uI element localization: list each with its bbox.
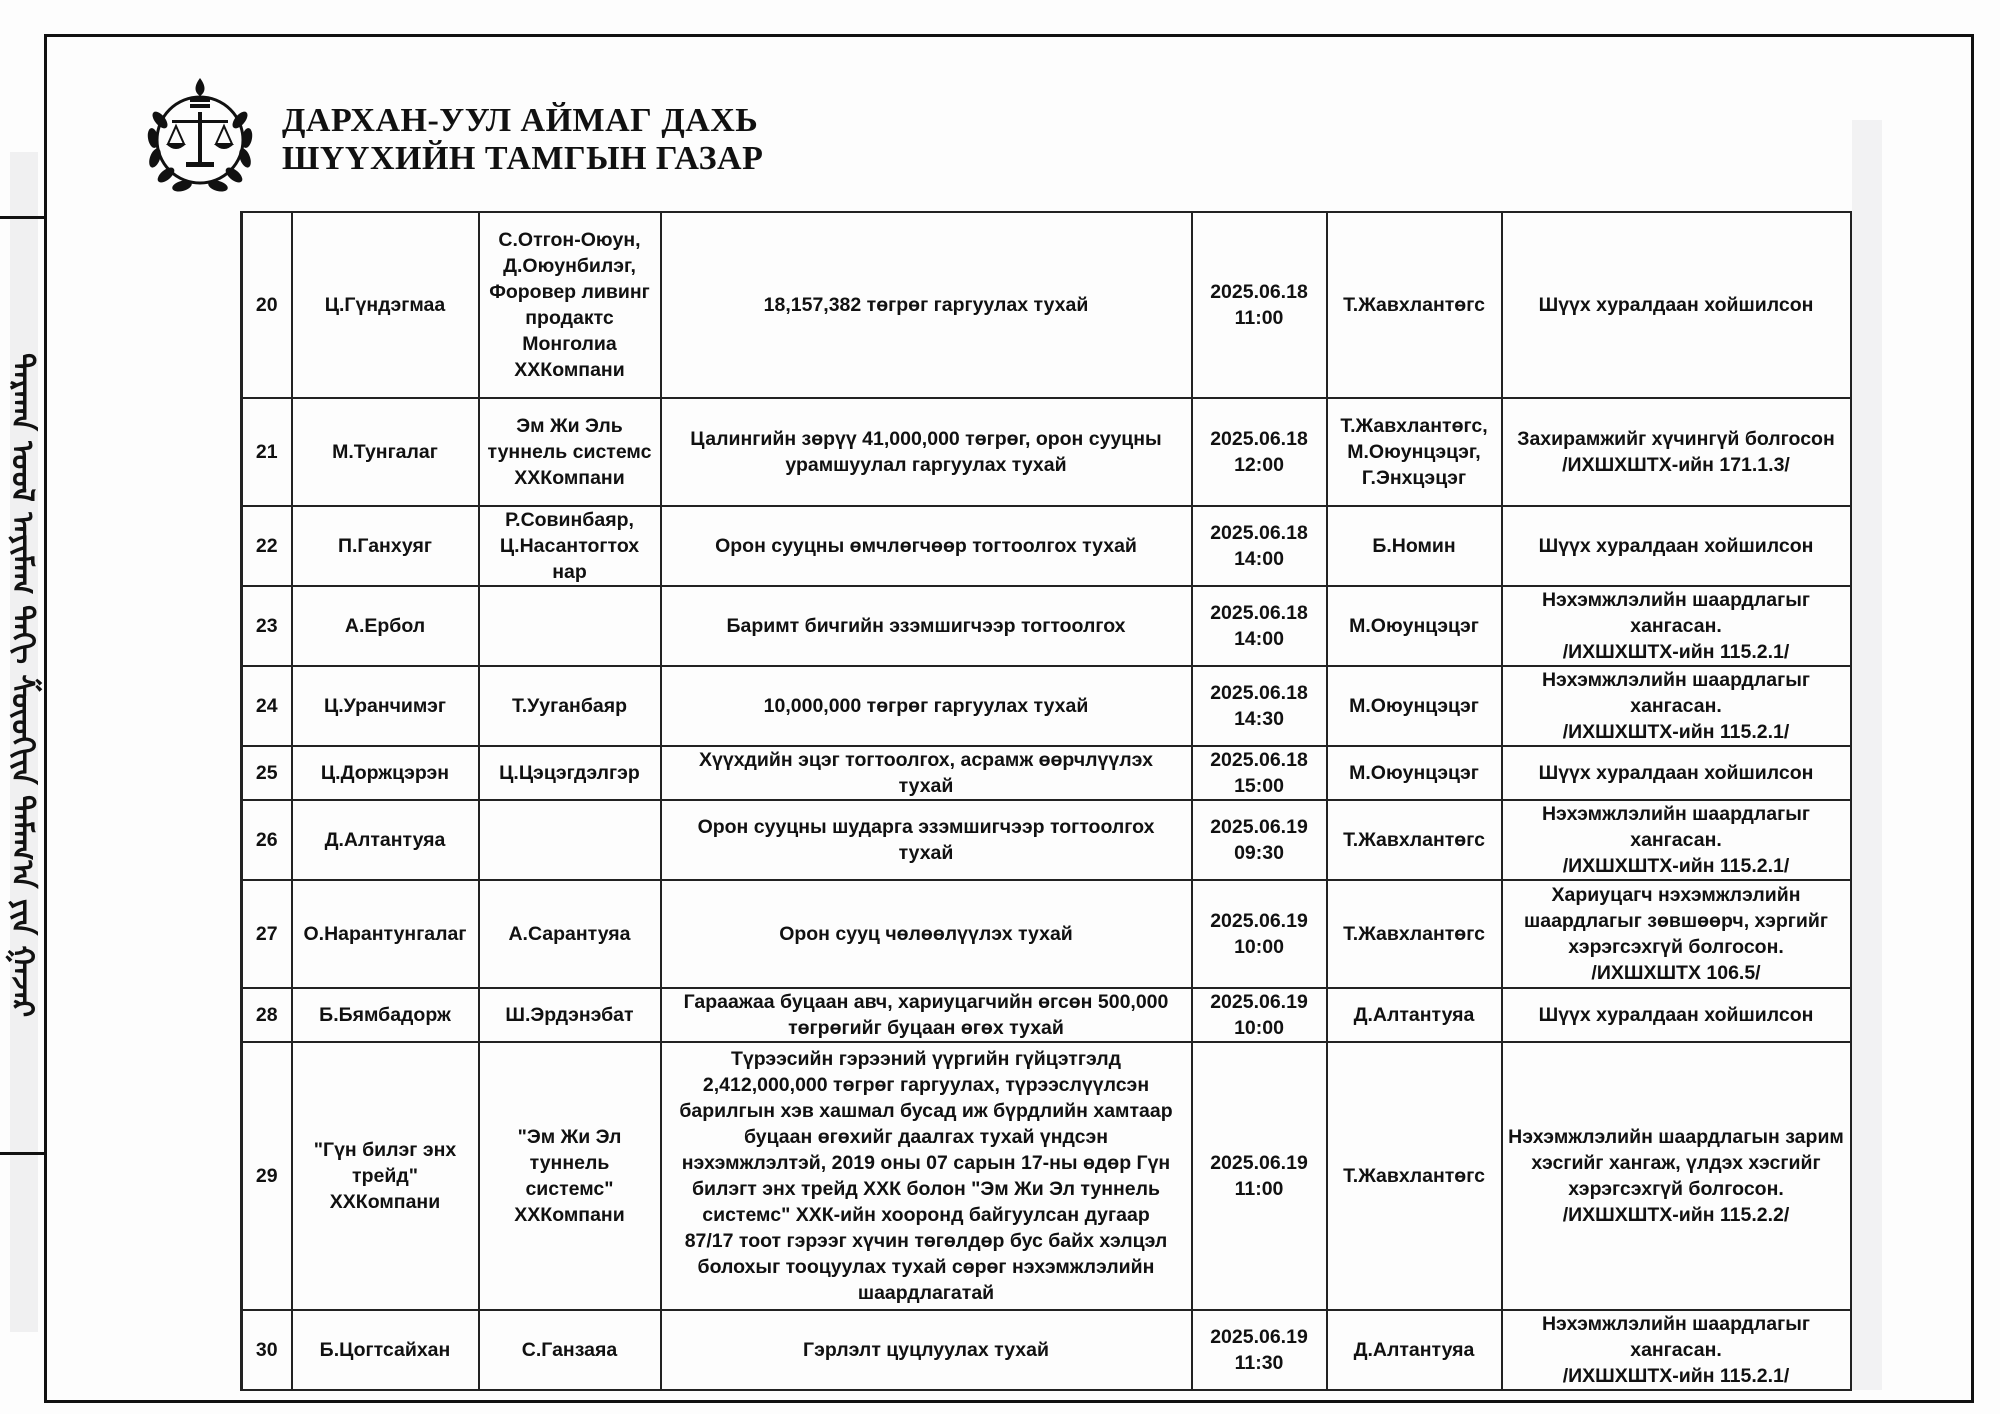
hearing-datetime-cell bbox=[1192, 586, 1327, 666]
hearing-datetime-line: 2025.06.18 bbox=[1210, 522, 1308, 544]
judge-cell bbox=[1327, 506, 1502, 586]
table-body bbox=[242, 212, 1851, 1390]
case-number-cell bbox=[242, 586, 292, 666]
claim-line: төгрөгийг буцаан өгөх тухай bbox=[788, 1017, 1064, 1039]
result-line: хангасан. bbox=[1630, 829, 1722, 851]
defendant-cell bbox=[479, 212, 661, 398]
result-line: Нэхэмжлэлийн шаардлагыг bbox=[1541, 803, 1811, 825]
case-number-cell bbox=[242, 398, 292, 506]
case-number-line: 20 bbox=[255, 294, 278, 316]
defendant-line: Форовер ливинг bbox=[489, 281, 650, 303]
hearing-datetime-cell bbox=[1192, 212, 1327, 398]
hearing-datetime-line: 2025.06.19 bbox=[1210, 1326, 1308, 1348]
plaintiff-line: П.Ганхуяг bbox=[337, 535, 433, 557]
defendant-line: "Эм Жи Эл bbox=[517, 1126, 622, 1148]
plaintiff-line: А.Ербол bbox=[344, 615, 426, 637]
result-line: /ИХШХШТХ 106.5/ bbox=[1591, 962, 1761, 984]
defendant-cell bbox=[479, 666, 661, 746]
result-cell bbox=[1502, 506, 1851, 586]
claim-line: Орон сууцны шударга эзэмшигчээр тогтоолгох bbox=[697, 816, 1155, 838]
result-cell bbox=[1502, 212, 1851, 398]
hearing-datetime-line: 2025.06.19 bbox=[1210, 1152, 1308, 1174]
hearing-datetime-line: 14:00 bbox=[1234, 628, 1284, 650]
claim-cell bbox=[661, 212, 1192, 398]
result-line: Нэхэмжлэлийн шаардлагыг bbox=[1541, 589, 1811, 611]
claim-line: Хүүхдийн эцэг тогтоолгох, асрамж өөрчлүүлэх bbox=[699, 749, 1153, 771]
claim-cell bbox=[661, 666, 1192, 746]
claim-line: нэхэмжлэлтэй, 2019 оны 07 сарын 17-ны өдөр Гүн bbox=[681, 1152, 1171, 1174]
claim-cell bbox=[661, 800, 1192, 880]
judge-line: Т.Жавхлантөгс bbox=[1343, 923, 1485, 945]
plaintiff-cell bbox=[292, 506, 479, 586]
claim-cell bbox=[661, 988, 1192, 1042]
hearing-datetime-cell bbox=[1192, 988, 1327, 1042]
judge-cell bbox=[1327, 398, 1502, 506]
case-number-line: 28 bbox=[255, 1004, 278, 1026]
result-cell bbox=[1502, 666, 1851, 746]
hearing-datetime-line: 2025.06.18 bbox=[1210, 428, 1308, 450]
result-line: Нэхэмжлэлийн шаардлагыг bbox=[1541, 1313, 1811, 1335]
table-row bbox=[242, 1310, 1851, 1390]
claim-line: урамшуулал гаргуулах тухай bbox=[785, 454, 1067, 476]
case-number-line: 24 bbox=[255, 695, 278, 717]
plaintiff-cell bbox=[292, 988, 479, 1042]
judge-line: Т.Жавхлантөгс, bbox=[1340, 415, 1488, 437]
plaintiff-line: "Гүн билэг энх bbox=[313, 1139, 457, 1161]
defendant-line: Ш.Эрдэнэбат bbox=[505, 1004, 634, 1026]
defendant-cell bbox=[479, 880, 661, 988]
judge-line: М.Оюунцэцэг, bbox=[1347, 441, 1481, 463]
hearing-datetime-line: 15:00 bbox=[1234, 775, 1284, 797]
judge-line: Б.Номин bbox=[1372, 535, 1456, 557]
judge-cell bbox=[1327, 880, 1502, 988]
result-line: хэсгийг хангаж, үлдэх хэсгийг bbox=[1531, 1152, 1821, 1174]
table-row bbox=[242, 506, 1851, 586]
claim-line: билэгт энх трейд ХХК болон "Эм Жи Эл туннель bbox=[691, 1178, 1161, 1200]
hearing-datetime-cell bbox=[1192, 506, 1327, 586]
hearing-datetime-line: 2025.06.19 bbox=[1210, 816, 1308, 838]
table-row bbox=[242, 800, 1851, 880]
hearing-datetime-line: 14:30 bbox=[1234, 708, 1284, 730]
plaintiff-cell bbox=[292, 212, 479, 398]
claim-line: Гараажаа буцаан авч, хариуцагчийн өгсөн 500,000 bbox=[683, 991, 1169, 1013]
case-number-cell bbox=[242, 1310, 292, 1390]
hearing-datetime-cell bbox=[1192, 880, 1327, 988]
hearing-datetime-cell bbox=[1192, 1310, 1327, 1390]
judge-cell bbox=[1327, 1310, 1502, 1390]
judge-line: М.Оюунцэцэг bbox=[1349, 695, 1479, 717]
claim-line: системс" ХХК-ийн хооронд байгуулсан дугаар bbox=[702, 1204, 1150, 1226]
plaintiff-cell bbox=[292, 398, 479, 506]
table-row bbox=[242, 666, 1851, 746]
claim-cell bbox=[661, 506, 1192, 586]
hearing-datetime-line: 10:00 bbox=[1234, 936, 1284, 958]
case-number-line: 29 bbox=[255, 1165, 278, 1187]
table-row bbox=[242, 398, 1851, 506]
result-line: Нэхэмжлэлийн шаардлагыг bbox=[1541, 669, 1811, 691]
hearing-datetime-line: 2025.06.18 bbox=[1210, 281, 1308, 303]
result-line: Шүүх хуралдаан хойшилсон bbox=[1538, 1004, 1814, 1026]
judge-cell bbox=[1327, 746, 1502, 800]
judge-cell bbox=[1327, 586, 1502, 666]
plaintiff-cell bbox=[292, 586, 479, 666]
judge-line: Д.Алтантуяа bbox=[1353, 1339, 1475, 1361]
claim-line: Цалингийн зөрүү 41,000,000 төгрөг, орон сууцны bbox=[690, 428, 1162, 450]
defendant-line: Ц.Насантогтох bbox=[499, 535, 640, 557]
hearing-datetime-cell bbox=[1192, 800, 1327, 880]
header-title-line2: ШҮҮХИЙН ТАМГЫН ГАЗАР bbox=[282, 140, 764, 177]
result-line: хэрэгсэхгүй болгосон. bbox=[1568, 1178, 1784, 1200]
table-row bbox=[242, 880, 1851, 988]
plaintiff-cell bbox=[292, 666, 479, 746]
case-number-cell bbox=[242, 1042, 292, 1310]
defendant-cell bbox=[479, 746, 661, 800]
judge-line: М.Оюунцэцэг bbox=[1349, 615, 1479, 637]
plaintiff-line: Ц.Гүндэгмаа bbox=[324, 294, 446, 316]
case-number-line: 22 bbox=[255, 535, 278, 557]
result-line: /ИХШХШТХ-ийн 171.1.3/ bbox=[1562, 454, 1790, 476]
header-title-line1: ДАРХАН-УУЛ АЙМАГ ДАХЬ bbox=[282, 102, 759, 139]
claim-line: буцаан өгөхийг даалгах тухай үндсэн bbox=[743, 1126, 1109, 1148]
plaintiff-line: трейд" bbox=[352, 1165, 418, 1187]
defendant-line: системс" bbox=[525, 1178, 614, 1200]
claim-line: 18,157,382 төгрөг гаргуулах тухай bbox=[763, 294, 1089, 316]
defendant-line: Р.Совинбаяр, bbox=[505, 509, 634, 531]
result-cell bbox=[1502, 586, 1851, 666]
hearing-datetime-line: 2025.06.19 bbox=[1210, 991, 1308, 1013]
result-line: Шүүх хуралдаан хойшилсон bbox=[1538, 762, 1814, 784]
defendant-cell bbox=[479, 1310, 661, 1390]
table-row bbox=[242, 988, 1851, 1042]
hearing-datetime-line: 2025.06.18 bbox=[1210, 602, 1308, 624]
defendant-line: А.Сарантуяа bbox=[508, 923, 631, 945]
result-line: хангасан. bbox=[1630, 1339, 1722, 1361]
defendant-cell bbox=[479, 988, 661, 1042]
plaintiff-line: О.Нарантунгалаг bbox=[303, 923, 467, 945]
result-cell bbox=[1502, 1042, 1851, 1310]
defendant-line: туннель bbox=[529, 1152, 610, 1174]
claim-cell bbox=[661, 746, 1192, 800]
hearing-datetime-line: 11:30 bbox=[1234, 1352, 1284, 1374]
result-cell bbox=[1502, 988, 1851, 1042]
judge-cell bbox=[1327, 988, 1502, 1042]
hearing-datetime-line: 2025.06.19 bbox=[1210, 910, 1308, 932]
result-line: /ИХШХШТХ-ийн 115.2.1/ bbox=[1562, 641, 1790, 663]
claim-cell bbox=[661, 1042, 1192, 1310]
case-number-line: 21 bbox=[255, 441, 278, 463]
case-number-line: 26 bbox=[255, 829, 278, 851]
judge-cell bbox=[1327, 800, 1502, 880]
result-cell bbox=[1502, 398, 1851, 506]
judge-line: М.Оюунцэцэг bbox=[1349, 762, 1479, 784]
table-row bbox=[242, 586, 1851, 666]
case-number-line: 30 bbox=[255, 1339, 278, 1361]
plaintiff-line: Б.Цогтсайхан bbox=[319, 1339, 451, 1361]
plaintiff-line: М.Тунгалаг bbox=[332, 441, 438, 463]
result-line: Шүүх хуралдаан хойшилсон bbox=[1538, 535, 1814, 557]
defendant-cell bbox=[479, 1042, 661, 1310]
plaintiff-line: Ц.Уранчимэг bbox=[324, 695, 446, 717]
claim-cell bbox=[661, 880, 1192, 988]
plaintiff-cell bbox=[292, 880, 479, 988]
result-line: хангасан. bbox=[1630, 695, 1722, 717]
hearing-datetime-cell bbox=[1192, 666, 1327, 746]
defendant-cell bbox=[479, 506, 661, 586]
defendant-cell bbox=[479, 800, 661, 880]
header-title bbox=[282, 102, 763, 178]
plaintiff-line: Б.Бямбадорж bbox=[319, 1004, 451, 1026]
table-row bbox=[242, 1042, 1851, 1310]
result-line: /ИХШХШТХ-ийн 115.2.2/ bbox=[1562, 1204, 1790, 1226]
result-line: хэрэгсэхгүй болгосон. bbox=[1568, 936, 1784, 958]
result-line: Хариуцагч нэхэмжлэлийн bbox=[1551, 884, 1801, 906]
defendant-line: Т.Ууганбаяр bbox=[511, 695, 628, 717]
defendant-line: Эм Жи Эль bbox=[516, 415, 623, 437]
claim-line: болохыг тооцуулах тухай сөрөг нэхэмжлэлийн bbox=[697, 1256, 1155, 1278]
case-number-line: 23 bbox=[255, 615, 278, 637]
case-number-cell bbox=[242, 666, 292, 746]
defendant-line: туннель системс bbox=[487, 441, 652, 463]
judge-line: Т.Жавхлантөгс bbox=[1343, 829, 1485, 851]
claim-line: тухай bbox=[898, 842, 954, 864]
hearing-datetime-cell bbox=[1192, 1042, 1327, 1310]
table-row bbox=[242, 746, 1851, 800]
defendant-cell bbox=[479, 586, 661, 666]
claim-line: Орон сууцны өмчлөгчөөр тогтоолгох тухай bbox=[715, 535, 1137, 557]
mongolian-script-label: ᠳᠠᠷᠬᠠᠨ ᠤᠤᠯ ᠠᠶᠢᠮᠠᠭ ᠳᠠᠬᠢ ᠱᠦᠦᠬᠢᠢᠨ ᠲᠠᠮᠠᠭ᠎ᠠ ᠶᠢᠨ ᠭᠠᠵᠠᠷ bbox=[4, 353, 40, 1018]
claim-cell bbox=[661, 1310, 1192, 1390]
judge-cell bbox=[1327, 1042, 1502, 1310]
case-number-cell bbox=[242, 800, 292, 880]
hearing-datetime-line: 10:00 bbox=[1234, 1017, 1284, 1039]
judge-line: Т.Жавхлантөгс bbox=[1343, 1165, 1485, 1187]
claim-line: барилгын хэв хашмал бусад иж бүрдлийн хамтаар bbox=[679, 1100, 1173, 1122]
defendant-line: Монголиа bbox=[522, 333, 617, 355]
case-number-line: 25 bbox=[255, 762, 278, 784]
claim-line: шаардлагатай bbox=[857, 1282, 995, 1304]
judge-cell bbox=[1327, 666, 1502, 746]
case-number-line: 27 bbox=[255, 923, 278, 945]
plaintiff-line: Д.Алтантуяа bbox=[324, 829, 446, 851]
claim-cell bbox=[661, 398, 1192, 506]
plaintiff-line: Ц.Доржцэрэн bbox=[320, 762, 450, 784]
claim-line: Баримт бичгийн эзэмшигчээр тогтоолгох bbox=[726, 615, 1126, 637]
hearing-datetime-line: 2025.06.18 bbox=[1210, 749, 1308, 771]
result-line: Захирамжийг хүчингүй болгосон bbox=[1517, 428, 1835, 450]
result-line: Шүүх хуралдаан хойшилсон bbox=[1538, 294, 1814, 316]
judge-cell bbox=[1327, 212, 1502, 398]
result-cell bbox=[1502, 746, 1851, 800]
result-cell bbox=[1502, 1310, 1851, 1390]
plaintiff-cell bbox=[292, 1042, 479, 1310]
defendant-line: продактс bbox=[525, 307, 614, 329]
result-line: шаардлагыг зөвшөөрч, хэргийг bbox=[1523, 910, 1829, 932]
hearing-datetime-line: 12:00 bbox=[1234, 454, 1284, 476]
claim-line: Орон сууц чөлөөлүүлэх тухай bbox=[779, 923, 1073, 945]
table-row bbox=[242, 212, 1851, 398]
defendant-line: нар bbox=[552, 561, 587, 583]
hearing-datetime-cell bbox=[1192, 746, 1327, 800]
judge-line: Т.Жавхлантөгс bbox=[1343, 294, 1485, 316]
plaintiff-cell bbox=[292, 746, 479, 800]
claim-line: Гэрлэлт цуцлуулах тухай bbox=[803, 1339, 1049, 1361]
hearing-datetime-line: 11:00 bbox=[1234, 307, 1284, 329]
defendant-line: ХХКомпани bbox=[514, 1204, 625, 1226]
defendant-line: С.Отгон-Оюун, bbox=[498, 229, 641, 251]
hearing-datetime-cell bbox=[1192, 398, 1327, 506]
claim-cell bbox=[661, 586, 1192, 666]
defendant-line: С.Ганзаяа bbox=[521, 1339, 618, 1361]
claim-line: 87/17 тоот гэрээг хүчин төгөлдөр бус байх хэлцэл bbox=[684, 1230, 1168, 1252]
hearing-datetime-line: 2025.06.18 bbox=[1210, 682, 1308, 704]
claim-line: Түрээсийн гэрээний үүргийн гүйцэтгэлд bbox=[730, 1048, 1122, 1070]
result-line: /ИХШХШТХ-ийн 115.2.1/ bbox=[1562, 721, 1790, 743]
judge-line: Г.Энхцэцэг bbox=[1361, 467, 1467, 489]
plaintiff-line: ХХКомпани bbox=[329, 1191, 441, 1213]
claim-line: 2,412,000,000 төгрөг гаргуулах, түрээслүүлсэн bbox=[702, 1074, 1150, 1096]
judge-line: Д.Алтантуяа bbox=[1353, 1004, 1475, 1026]
result-cell bbox=[1502, 800, 1851, 880]
result-line: Нэхэмжлэлийн шаардлагын зарим bbox=[1508, 1126, 1844, 1148]
case-number-cell bbox=[242, 988, 292, 1042]
result-line: хангасан. bbox=[1630, 615, 1722, 637]
claim-line: тухай bbox=[898, 775, 954, 797]
result-cell bbox=[1502, 880, 1851, 988]
result-line: /ИХШХШТХ-ийн 115.2.1/ bbox=[1562, 1365, 1790, 1387]
plaintiff-cell bbox=[292, 800, 479, 880]
case-number-cell bbox=[242, 880, 292, 988]
court-cases-table bbox=[240, 211, 1852, 1391]
hearing-datetime-line: 11:00 bbox=[1234, 1178, 1284, 1200]
defendant-line: ХХКомпани bbox=[514, 467, 625, 489]
case-number-cell bbox=[242, 212, 292, 398]
defendant-cell bbox=[479, 398, 661, 506]
hearing-datetime-line: 14:00 bbox=[1234, 548, 1284, 570]
result-line: /ИХШХШТХ-ийн 115.2.1/ bbox=[1562, 855, 1790, 877]
defendant-line: Д.Оюунбилэг, bbox=[503, 255, 636, 277]
defendant-line: ХХКомпани bbox=[514, 359, 625, 381]
hearing-datetime-line: 09:30 bbox=[1234, 842, 1284, 864]
defendant-line: Ц.Цэцэгдэлгэр bbox=[499, 762, 640, 784]
case-number-cell bbox=[242, 506, 292, 586]
court-emblem-logo bbox=[138, 70, 263, 205]
claim-line: 10,000,000 төгрөг гаргуулах тухай bbox=[763, 695, 1089, 717]
case-number-cell bbox=[242, 746, 292, 800]
plaintiff-cell bbox=[292, 1310, 479, 1390]
